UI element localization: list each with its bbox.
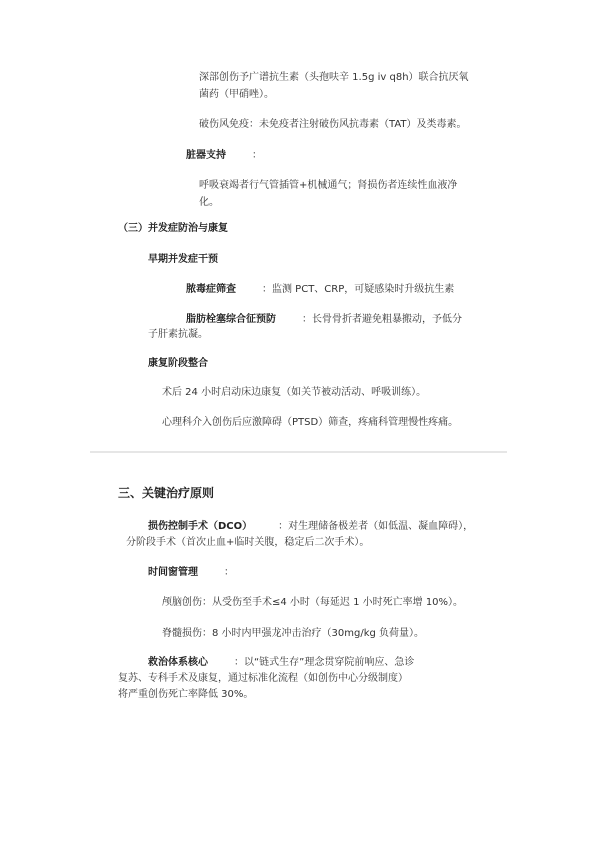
fat-embolism-text-line2: 子肝素抗凝。 (148, 329, 208, 340)
brain-injury-text: 颅脑创伤：从受伤至手术≤4 小时（每延迟 1 小时死亡率增 10%）。 (162, 597, 464, 608)
fat-embolism-label: 脂肪栓塞综合征预防 (186, 314, 276, 325)
dco-label: 损伤控制手术（DCO） (148, 521, 253, 532)
antibiotic-text-line2: 菌药（甲硝唑）。 (199, 89, 274, 100)
spinal-injury-text: 脊髓损伤：8 小时内甲强龙冲击治疗（30mg/kg 负荷量）。 (162, 628, 425, 639)
fat-embolism-text: ：长骨骨折者避免粗暴搬动，予低分 (302, 314, 462, 325)
organ-support-item (186, 148, 262, 164)
rehab-text-1: 术后 24 小时启动床边康复（如关节被动活动、呼吸训练）。 (162, 387, 427, 398)
organ-support-label: 脏器支持 (186, 150, 226, 161)
care-system-label: 救治体系核心 (148, 657, 208, 668)
care-system-text: ：以“链式生存”理念贯穿院前响应、急诊 (234, 657, 415, 668)
tetanus-text: 破伤风免疫：未免疫者注射破伤风抗毒素（TAT）及类毒素。 (199, 119, 467, 130)
organ-support-colon: ： (252, 150, 262, 161)
sepsis-screening-label: 脓毒症筛查 (186, 284, 236, 295)
antibiotic-text-line1: 深部创伤予广谱抗生素（头孢呋辛 1.5g iv q8h）联合抗厌氧 (199, 72, 469, 83)
care-system-text-line2: 复苏、专科手术及康复，通过标准化流程（如创伤中心分级制度） (118, 673, 408, 684)
complications-heading: （三）并发症防治与康复 (118, 223, 228, 234)
early-complications-label: 早期并发症干预 (148, 254, 218, 265)
dco-item (148, 519, 473, 535)
dco-text-line2: 分阶段手术（首次止血+临时关腹，稳定后二次手术）。 (126, 537, 370, 548)
time-window-item (148, 565, 234, 581)
care-system-text-line3: 将严重创伤死亡率降低 30%。 (118, 689, 254, 700)
dco-text: ：对生理储备极差者（如低温、凝血障碍）， (278, 521, 474, 532)
sepsis-screening-item (186, 282, 454, 298)
organ-support-text-line1: 呼吸衰竭者行气管插管+机械通气；肾损伤者连续性血液净 (199, 180, 458, 191)
time-window-colon: ： (224, 567, 234, 578)
care-system-item (148, 655, 414, 671)
time-window-label: 时间窗管理 (148, 567, 198, 578)
key-principles-heading: 三、关键治疗原则 (118, 486, 215, 500)
organ-support-text-line2: 化。 (199, 197, 219, 208)
rehab-label: 康复阶段整合 (148, 358, 208, 369)
section-divider (90, 451, 507, 453)
sepsis-screening-text: ：监测 PCT、CRP，可疑感染时升级抗生素 (262, 284, 455, 295)
rehab-text-2: 心理科介入创伤后应激障碍（PTSD）筛查，疼痛科管理慢性疼痛。 (162, 417, 459, 428)
fat-embolism-item (186, 312, 462, 328)
